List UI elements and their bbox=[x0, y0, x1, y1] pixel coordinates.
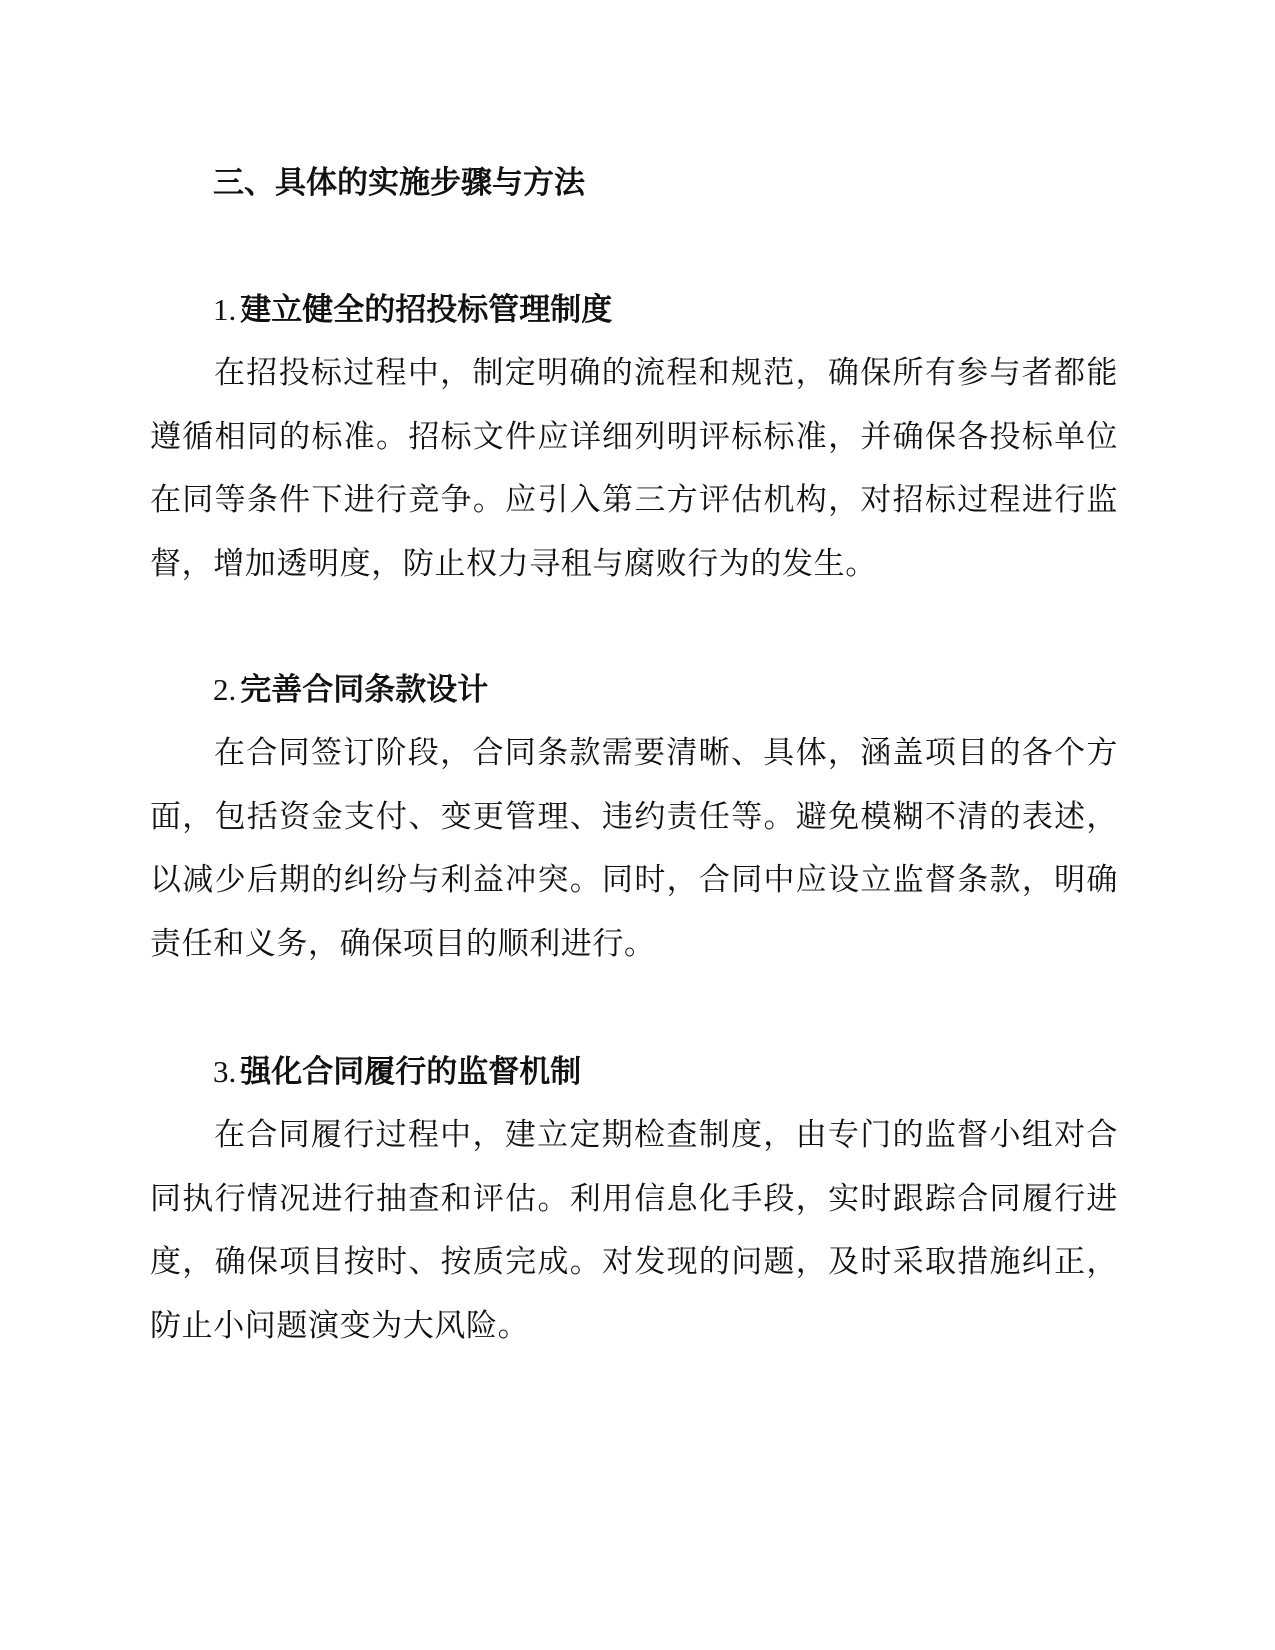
subsection-paragraph-1: 在招投标过程中，制定明确的流程和规范，确保所有参与者都能遵循相同的标准。招标文件应详细列明评标标准，并确保各投标单位在同等条件下进行竞争。应引入第三方评估机构，对招标过程进行监督，增加透明度，防止权力寻租与腐败行为的发生。 bbox=[150, 355, 1118, 582]
subsection-number: 2. bbox=[213, 672, 237, 707]
subsection-number: 3. bbox=[213, 1054, 237, 1089]
subsection-number: 1. bbox=[213, 292, 237, 327]
subsection-heading-2 bbox=[213, 670, 1113, 710]
subsection-title: 建立健全的招投标管理制度 bbox=[240, 292, 613, 328]
subsection-heading-1 bbox=[213, 290, 1113, 330]
section-title: 三、具体的实施步骤与方法 bbox=[213, 165, 585, 201]
subsection-paragraph-2: 在合同签订阶段，合同条款需要清晰、具体，涵盖项目的各个方面，包括资金支付、变更管理、违约责任等。避免模糊不清的表述，以减少后期的纠纷与利益冲突。同时，合同中应设立监督条款，明确责任和义务，确保项目的顺利进行。 bbox=[150, 735, 1118, 962]
subsection-title: 强化合同履行的监督机制 bbox=[240, 1054, 582, 1090]
subsection-title: 完善合同条款设计 bbox=[240, 672, 489, 708]
subsection-paragraph-3: 在合同履行过程中，建立定期检查制度，由专门的监督小组对合同执行情况进行抽查和评估。利用信息化手段，实时跟踪合同履行进度，确保项目按时、按质完成。对发现的问题，及时采取措施纠正，防止小问题演变为大风险。 bbox=[150, 1117, 1118, 1344]
subsection-heading-3 bbox=[213, 1052, 1113, 1092]
